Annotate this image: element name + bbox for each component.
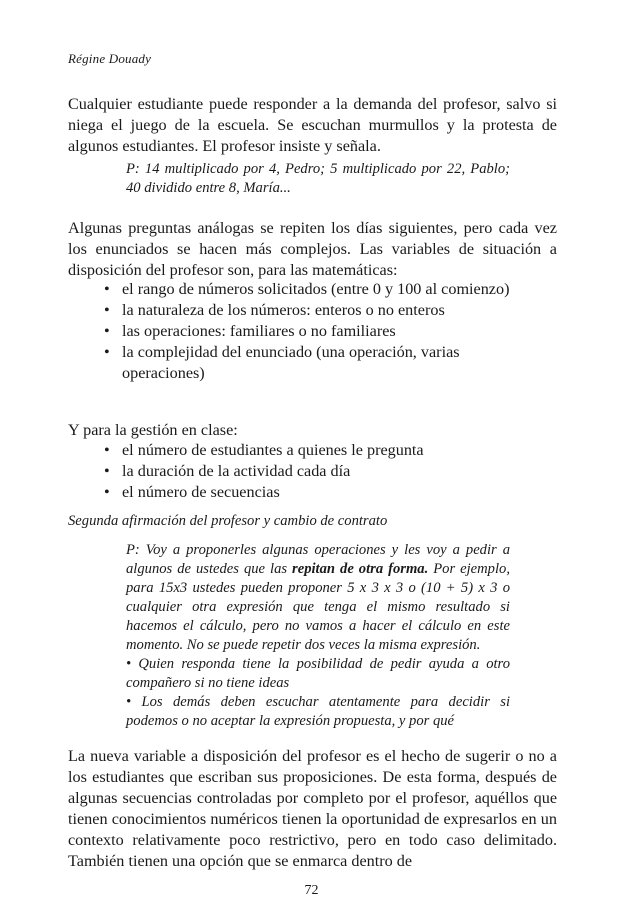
quote-bullet-1: • Quien responda tiene la posibilidad de pedir ayuda a otro compañero si no tiene ideas bbox=[126, 656, 510, 691]
list-item: • la naturaleza de los números: enteros o no enteros bbox=[104, 301, 445, 319]
quote-emphasis: repitan de otra forma. bbox=[292, 561, 429, 577]
bullet-icon: • bbox=[104, 322, 110, 340]
bullet-icon: • bbox=[104, 301, 110, 319]
list-item: • el rango de números solicitados (entre 0 y 100 al comienzo) bbox=[104, 280, 510, 298]
paragraph-2: Algunas preguntas análogas se repiten los días siguientes, pero cada vez los enunciados se hacen más complejos. Las variables de situación a disposición del profesor son, para las matemáticas: bbox=[68, 219, 557, 279]
running-head-author: Régine Douady bbox=[68, 51, 152, 66]
list-item: • la duración de la actividad cada día bbox=[104, 462, 351, 480]
page-number: 72 bbox=[304, 883, 319, 898]
bullet-list-math-variables bbox=[104, 279, 516, 384]
list-item: • el número de estudiantes a quienes le pregunta bbox=[104, 441, 424, 459]
paragraph-4: La nueva variable a disposición del profesor es el hecho de sugerir o no a los estudiantes que escriban sus proposiciones. De esta forma, después de algunas secuencias controladas por completo por el profesor, aquéllos que tienen conocimientos numéricos tienen la oportunidad de expresarlos en un contexto relativamente poco restrictivo, pero en todo caso delimitado. También tienen una opción que se enmarca dentro de bbox=[68, 747, 557, 870]
quote-teacher-second-statement bbox=[126, 541, 510, 731]
list-item: • la complejidad del enunciado (una operación, varias operaciones) bbox=[104, 343, 460, 382]
bullet-icon: • bbox=[104, 441, 110, 459]
quote-bullet-2: • Los demás deben escuchar atentamente para decidir si podemos o no aceptar la expresión propuesta, y por qué bbox=[126, 694, 510, 729]
paragraph-3: Y para la gestión en clase: bbox=[68, 421, 238, 439]
bullet-icon: • bbox=[104, 462, 110, 480]
quote-teacher-instructions: P: 14 multiplicado por 4, Pedro; 5 multiplicado por 22, Pablo; 40 dividido entre 8, María... bbox=[126, 161, 510, 196]
bullet-icon: • bbox=[104, 483, 110, 501]
paragraph-1: Cualquier estudiante puede responder a la demanda del profesor, salvo si niega el juego de la escuela. Se escuchan murmullos y la protesta de algunos estudiantes. El profesor insiste y señala. bbox=[68, 95, 557, 155]
quote-text-end: Por ejemplo, para 15x3 ustedes pueden proponer 5 x 3 x 3 o (10 + 5) x 3 o cualquier otra expresión que tenga el mismo resultado si hacemos el cálculo, pero no vamos a hacer el cálculo en este momento. No se puede repetir dos veces la misma expresión. bbox=[126, 561, 510, 653]
section-caption: Segunda afirmación del profesor y cambio de contrato bbox=[68, 513, 388, 529]
bullet-list-class-management bbox=[104, 440, 516, 503]
list-item: • el número de secuencias bbox=[104, 483, 280, 501]
quote-text-start: P: Voy a proponerles algunas operaciones y les voy a pedir a algunos de ustedes que las bbox=[126, 542, 510, 577]
bullet-icon: • bbox=[104, 343, 110, 361]
list-item: • las operaciones: familiares o no familiares bbox=[104, 322, 396, 340]
bullet-icon: • bbox=[104, 280, 110, 298]
